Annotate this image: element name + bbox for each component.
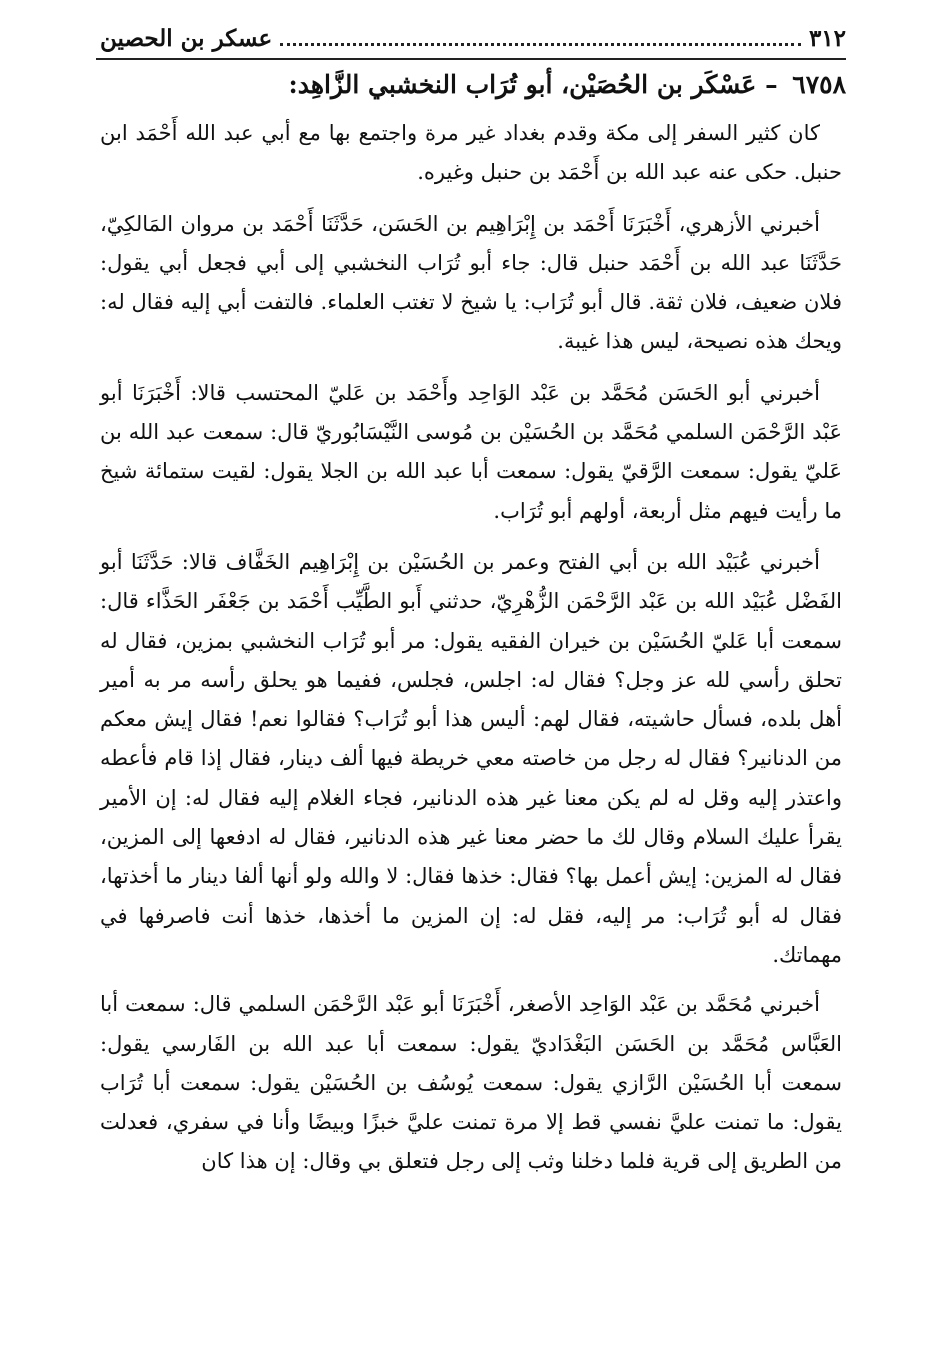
paragraph-bread-eggs-story: أخبرني مُحَمَّد بن عَبْد الوَاحِد الأصغر، أَخْبَرَنَا أبو عَبْد الرَّحْمَن السلمي قال: سمعت أبا العَبَّاس مُحَمَّد بن الحَسَن البَغْدَاديّ يقول: سمعت أبا عبد الله بن الفَارسي يقول: سمعت أبا الحُسَيْن الرَّازي يقول: سمعت يُوسُف بن الحُسَيْن يقول: سمعت أبا تُرَاب يقول: ما تمنت عليَّ نفسي قط إلا مرة تمنت عليَّ خبزًا وبيضًا وأنا في سفري، فعدلت من الطريق إلى قرية فلما دخلنا وثب إلى رجل فتعلق بي وقال: إن هذا كان [100,992,842,1174]
running-title: عسكر بن الحصين [100,25,273,52]
paragraph-azhari-report: أخبرني الأزهري، أَخْبَرَنَا أَحْمَد بن إِبْرَاهِيم بن الحَسَن، حَدَّثَنَا أَحْمَد بن مروان المَالكِيّ، حَدَّثَنَا عبد الله بن أَحْمَد حنبل قال: جاء أبو تُرَاب النخشبي إلى أبي فجعل أبي يقول: فلان ضعيف، فلان ثقة. قال أبو تُرَاب: يا شيخ لا تغتب العلماء. فالتفت أبي إليه فقال له: ويحك هذه نصيحة، ليس هذا غيبة. [100,211,842,354]
header-rule [96,58,846,60]
paragraph-biography: كان كثير السفر إلى مكة وقدم بغداد غير مرة واجتمع بها مع أبي عبد الله أَحْمَد ابن حنبل. حكى عنه عبد الله بن أَحْمَد بن حنبل وغيره. [100,121,842,185]
page-number: ٣١٢ [808,25,846,52]
paragraph-ibn-al-jalla-report: أخبرني أبو الحَسَن مُحَمَّد بن عَبْد الوَاحِد وأَحْمَد بن عَليّ المحتسب قالا: أَخْبَرَنَا أبو عَبْد الرَّحْمَن السلمي مُحَمَّد بن الحُسَيْن بن مُوسى النَّيْسَابُوريّ قال: سمعت عبد الله بن عَليّ يقول: سمعت الرَّقيّ يقول: سمعت أبا عبد الله بن الجلا يقول: لقيت ستمائة شيخ ما رأيت فيهم مثل أربعة، أولهم أبو تُرَاب. [100,380,842,523]
leader-dots [280,43,801,46]
body-text [100,114,842,1182]
running-head [100,22,846,56]
paragraph-barber-story: أخبرني عُبَيْد الله بن أبي الفتح وعمر بن الحُسَيْن بن إِبْرَاهِيم الخَفَّاف قالا: حَدَّثَنَا أبو الفَضْل عُبَيْد الله بن عَبْد الرَّحْمَن الزُّهْرِيّ، حدثني أَبو الطَّيِّب أَحْمَد بن جَعْفَر الحَذَّاء قال: سمعت أبا عَليّ الحُسَيْن بن خيران الفقيه يقول: مر أبو تُرَاب النخشبي بمزين، فقال له تحلق رأسي لله عز وجل؟ فقال له: اجلس، فجلس، ففيما هو يحلق رأسه مر به أمير أهل بلده، فسأل حاشيته، فقال لهم: أليس هذا أبو تُرَاب؟ فقالوا نعم! فقال إيش معكم من الدنانير؟ فقال له رجل من خاصته معي خريطة فيها ألف دينار، فقال إذا قام فأعطه واعتذر إليه وقل له لم يكن معنا غير هذه الدنانير، فجاء الغلام إليه فقال له: إن الأمير يقرأ عليك السلام وقال لك ما حضر معنا غير هذه الدنانير، فقال له ادفعها إلى المزين، فقال له المزين: إيش أعمل بها؟ فقال: خذها فقال: لا والله ولو أنها ألفا دينار ما أخذتها، فقال له أبو تُرَاب: مر إليه، فقل له: إن المزين ما أخذها، خذها أنت فاصرفها في مهماتك. [100,549,842,967]
entry-title: عَسْكَر بن الحُصَيْن، أبو تُرَاب النخشبي الزَّاهِد: [288,70,757,99]
entry-dash: – [765,70,778,99]
entry-number: ٦٧٥٨ [792,70,846,99]
entry-heading [100,62,846,108]
